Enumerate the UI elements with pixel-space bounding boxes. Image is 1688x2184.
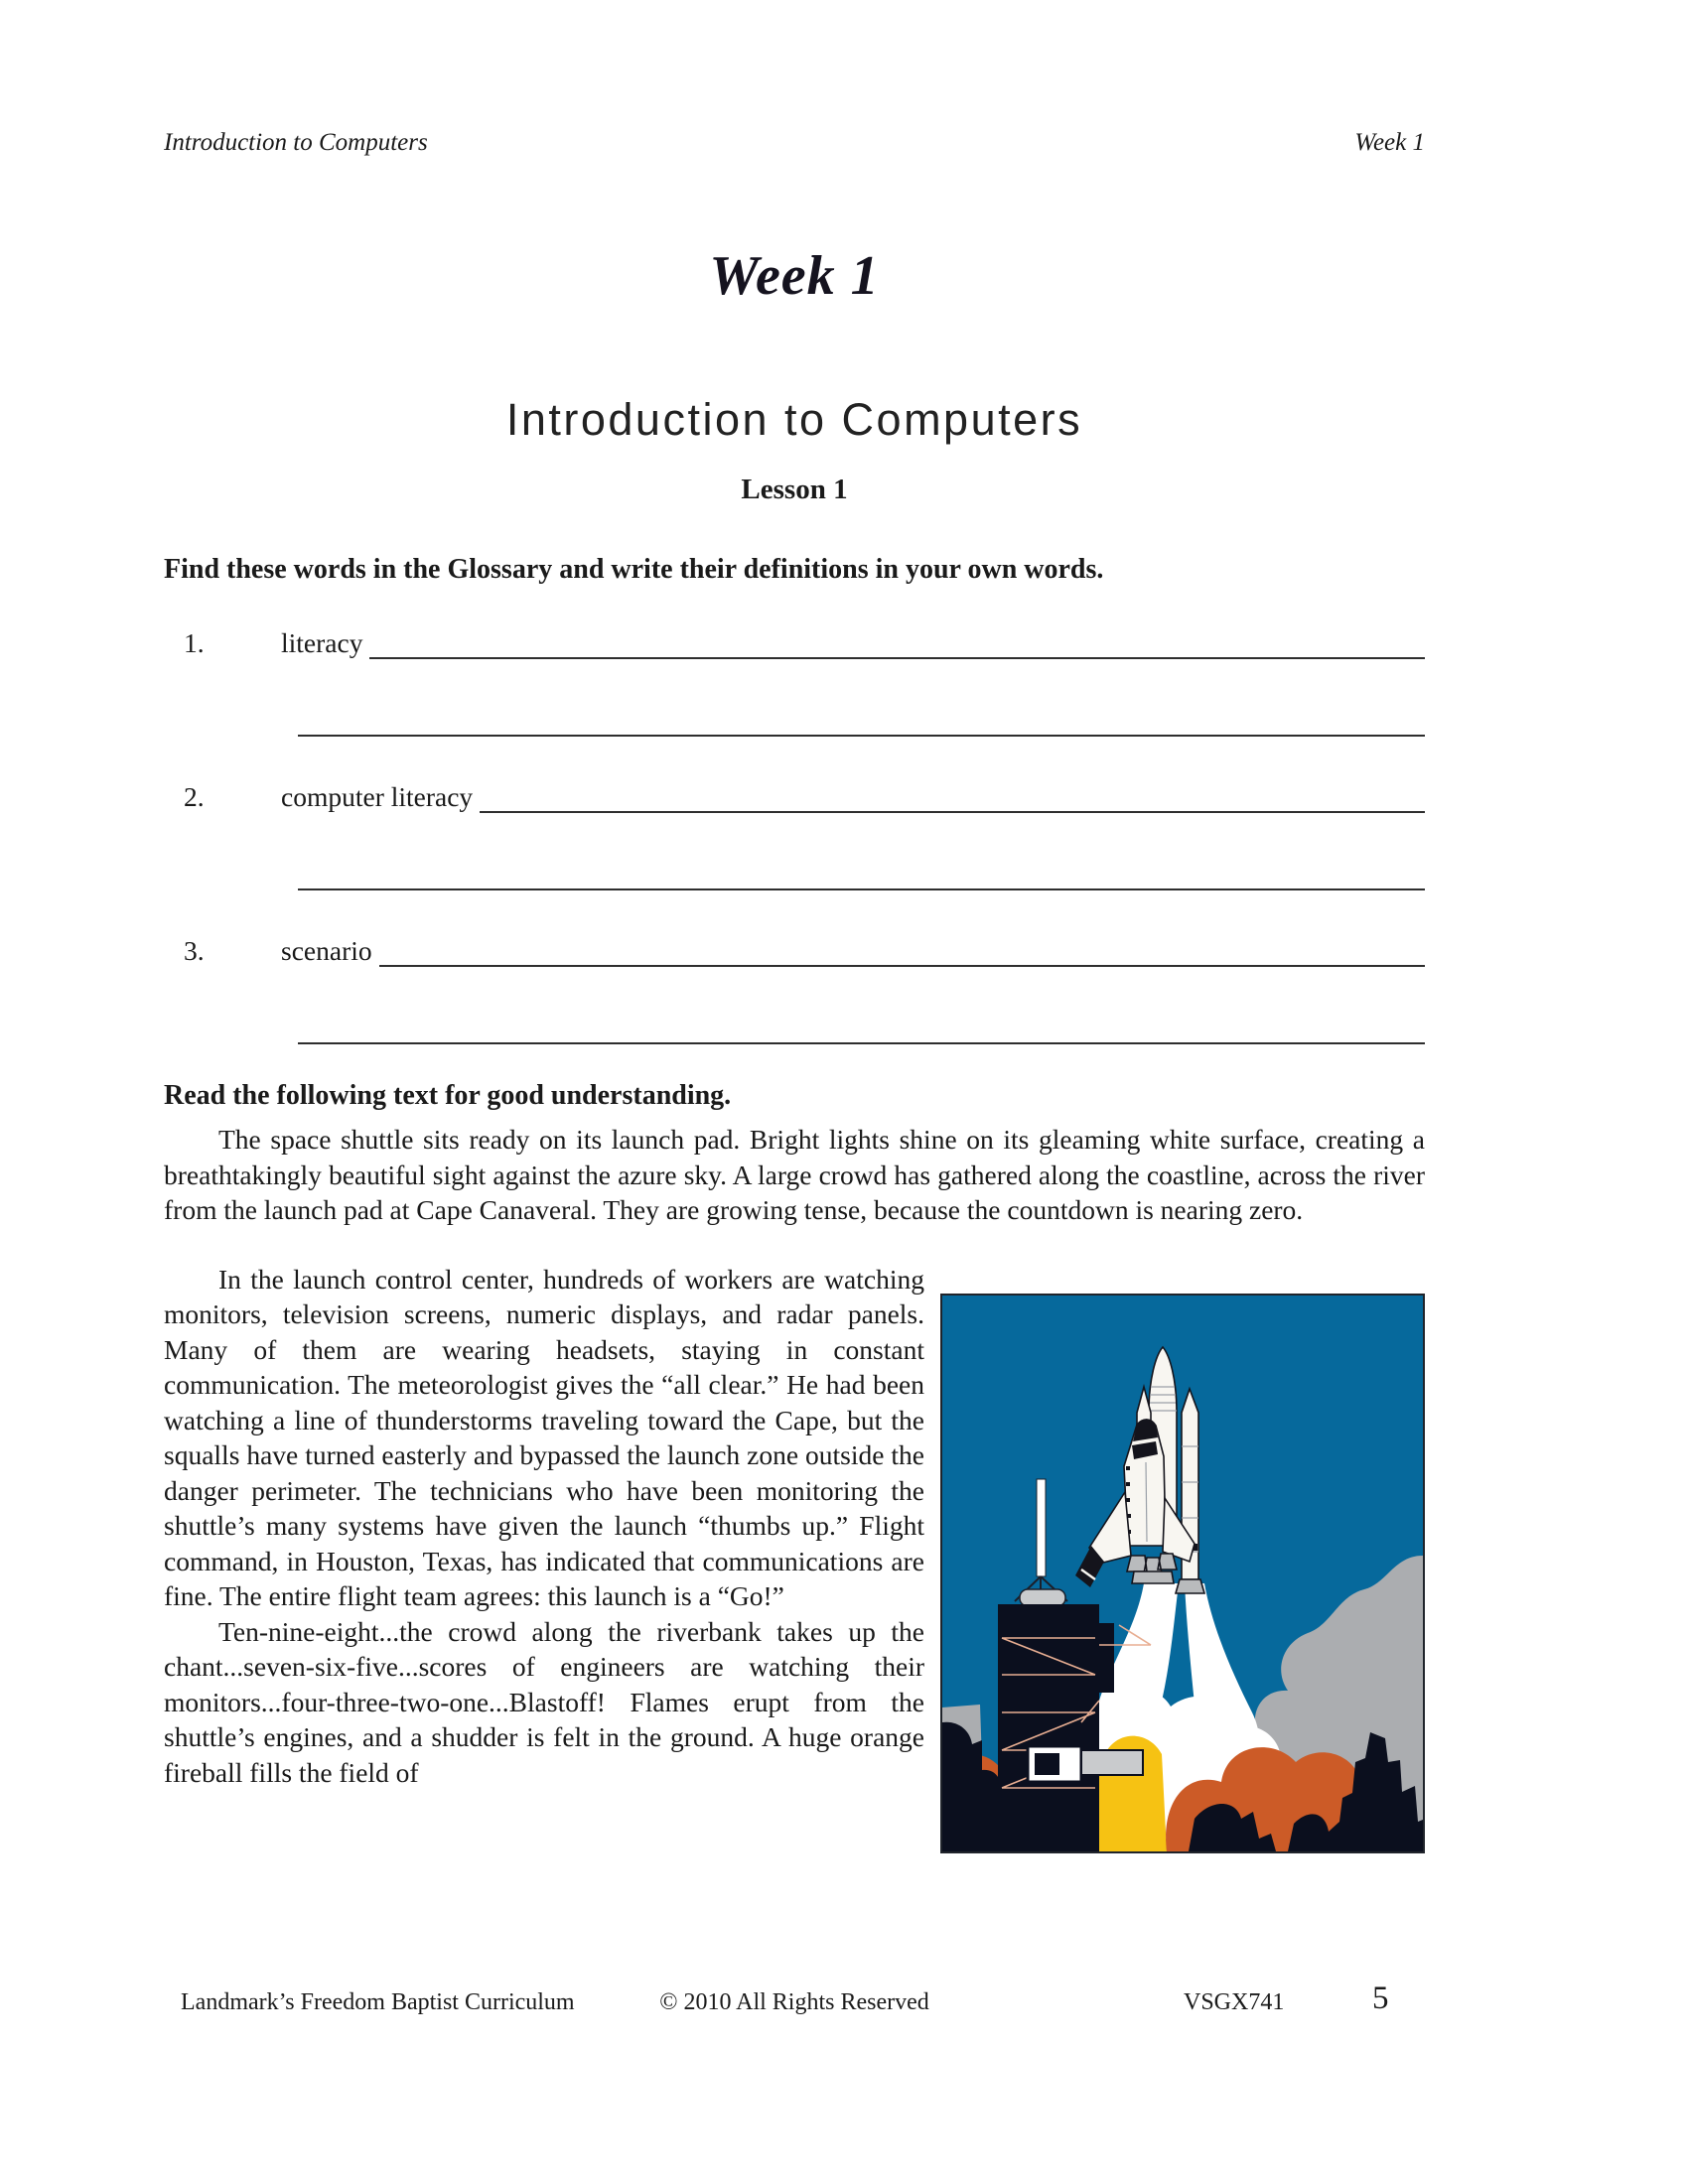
running-header-left: Introduction to Computers: [164, 129, 428, 156]
tower-beam: [1081, 1750, 1143, 1775]
definition-blank-line-2: [298, 659, 1425, 737]
passage-paragraph-2: In the launch control center, hundreds of workers are watching monitors, television screens, numeric displays, and radar panels. Many of them are wearing headsets, staying in constant communication. The meteorologist gives the “all clear.” He had been watching a line of thunderstorms traveling toward the Cape, but the squalls have turned easterly and bypassed the launch zone outside the danger perimeter. The technicians who have been monitoring the shuttle’s many systems have given the launch “thumbs up.” Flight command, in Houston, Texas, has indicated that communications are fine. The entire flight team agrees: this launch is a “Go!”: [164, 1263, 924, 1611]
passage-paragraph-3: Ten-nine-eight...the crowd along the riverbank takes up the chant...seven-six-five...scores of engineers are watching their monitors...four-three-two-one...Blastoff! Flames erupt from the shuttle’s engines, and a shudder is felt in the ground. A huge orange fireball fills the field of: [164, 1615, 924, 1788]
footer-copyright: © 2010 All Rights Reserved: [659, 1989, 929, 2015]
page-number: 5: [1372, 1980, 1389, 2016]
definition-blank-line: [480, 781, 1425, 813]
item-term: computer literacy: [281, 781, 474, 812]
item-term: literacy: [281, 627, 363, 658]
lesson-label: Lesson 1: [741, 474, 848, 505]
definition-blank-line-2: [298, 967, 1425, 1044]
reading-instruction: Read the following text for good understanding.: [164, 1080, 732, 1111]
footer-publisher: Landmark’s Freedom Baptist Curriculum: [181, 1989, 575, 2015]
glossary-instruction: Find these words in the Glossary and write their definitions in your own words.: [164, 554, 1104, 585]
page-subtitle: Introduction to Computers: [505, 394, 1083, 445]
running-header-right: Week 1: [1354, 129, 1425, 156]
item-term: scenario: [281, 935, 372, 966]
footer-code: VSGX741: [1184, 1989, 1285, 2015]
item-number: 2.: [184, 781, 205, 812]
page-title: Week 1: [709, 245, 880, 307]
item-number: 1.: [184, 627, 205, 658]
definition-blank-line: [379, 935, 1425, 967]
definition-blank-line-2: [298, 813, 1425, 890]
glossary-item-computer-literacy: [164, 775, 1425, 890]
shuttle-launch-image: [940, 1294, 1425, 1853]
mast-cap: [1020, 1589, 1065, 1606]
right-booster-nozzle: [1176, 1579, 1204, 1593]
reading-passage: [164, 1122, 1425, 1853]
definition-blank-line: [369, 627, 1425, 659]
shuttle-launch-illustration: [942, 1296, 1423, 1851]
lightning-mast: [1037, 1479, 1046, 1576]
glossary-item-scenario: [164, 929, 1425, 1044]
passage-paragraph-1: The space shuttle sits ready on its launch pad. Bright lights shine on its gleaming white surface, creating a breathtakingly beautiful sight against the azure sky. A large crowd has gathered along the coastline, across the river from the launch pad at Cape Canaveral. They are growing tense, because the countdown is nearing zero.: [164, 1124, 1425, 1225]
tower-body: [998, 1604, 1099, 1851]
item-number: 3.: [184, 935, 205, 966]
glossary-item-literacy: [164, 621, 1425, 737]
